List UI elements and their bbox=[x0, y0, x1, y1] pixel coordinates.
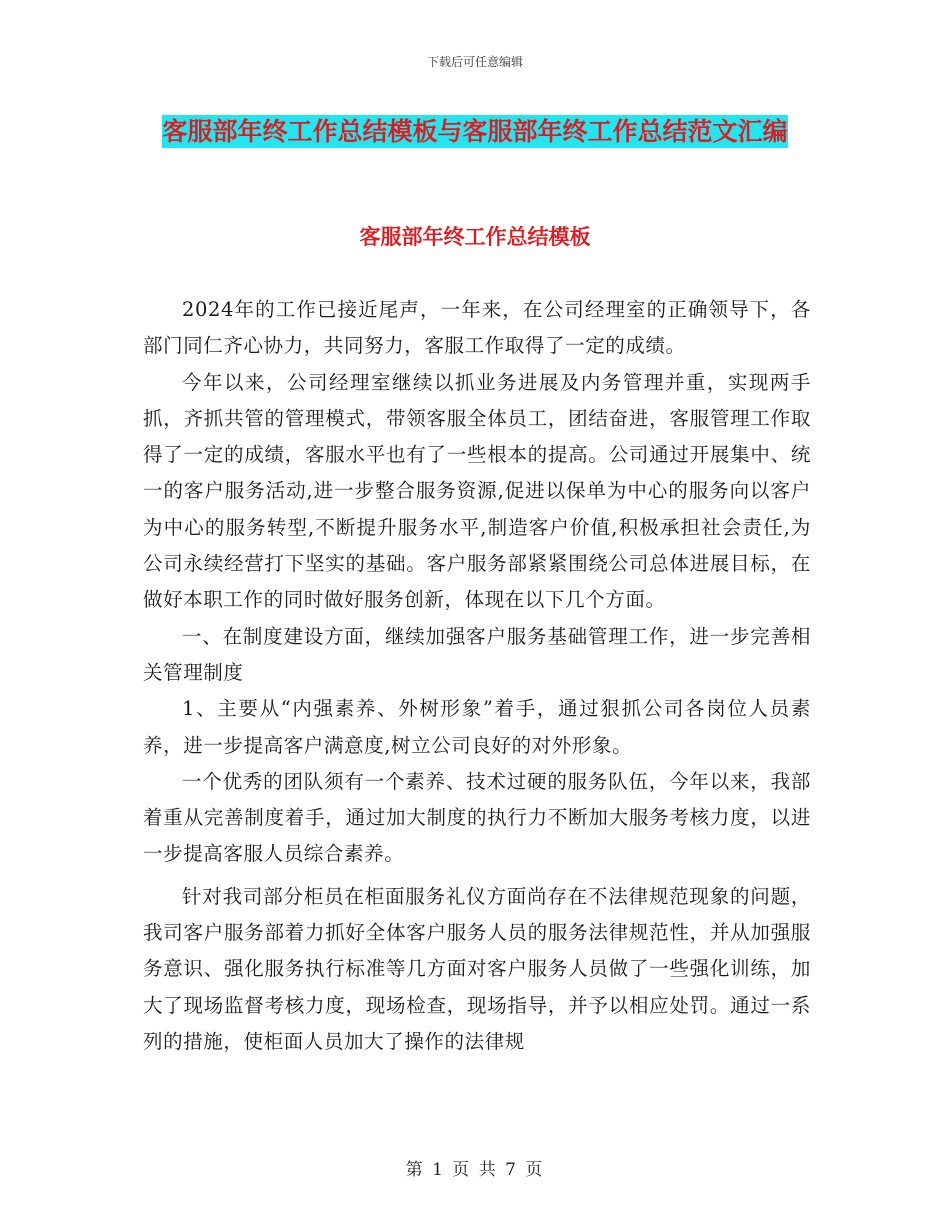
body-text bbox=[143, 292, 811, 1060]
section-title: 客服部年终工作总结模板 bbox=[359, 225, 591, 249]
paragraph: 今年以来，公司经理室继续以抓业务进展及内务管理并重，实现两手抓，齐抓共管的管理模式，带领客服全体员工，团结奋进，客服管理工作取得了一定的成绩，客服水平也有了一些根本的提高。公司通过开展集中、统一的客户服务活动,进一步整合服务资源,促进以保单为中心的服务向以客户为中心的服务转型,不断提升服务水平,制造客户价值,积极承担社会责任,为公司永续经营打下坚实的基础。客户服务部紧紧围绕公司总体进展目标，在做好本职工作的同时做好服务创新，体现在以下几个方面。 bbox=[143, 370, 811, 612]
paragraph: 一个优秀的团队须有一个素养、技术过硬的服务队伍，今年以来，我部着重从完善制度着手，通过加大制度的执行力不断加大服务考核力度，以进一步提高客服人员综合素养。 bbox=[143, 769, 811, 866]
page-footer: 第 1 页 共 7 页 bbox=[405, 1160, 545, 1180]
header-note: 下载后可任意编辑 bbox=[426, 55, 523, 69]
document-title bbox=[140, 110, 810, 154]
paragraph: 一、在制度建设方面，继续加强客户服务基础管理工作，进一步完善相关管理制度 bbox=[143, 624, 811, 684]
document-title-text: 客服部年终工作总结模板与客服部年终工作总结范文汇编 bbox=[162, 117, 788, 146]
paragraph: 2024年的工作已接近尾声，一年来，在公司经理室的正确领导下，各部门同仁齐心协力，共同努力，客服工作取得了一定的成绩。 bbox=[143, 298, 811, 358]
paragraph: 针对我司部分柜员在柜面服务礼仪方面尚存在不法律规范现象的问题，我司客户服务部着力抓好全体客户服务人员的服务法律规范性，并从加强服务意识、强化服务执行标准等几方面对客户服务人员做了一些强化训练，加大了现场监督考核力度，现场检查，现场指导，并予以相应处罚。通过一系列的措施，使柜面人员加大了操作的法律规 bbox=[143, 884, 811, 1053]
paragraph: 1、主要从“内强素养、外树形象”着手，通过狠抓公司各岗位人员素养，进一步提高客户满意度,树立公司良好的对外形象。 bbox=[143, 697, 811, 757]
